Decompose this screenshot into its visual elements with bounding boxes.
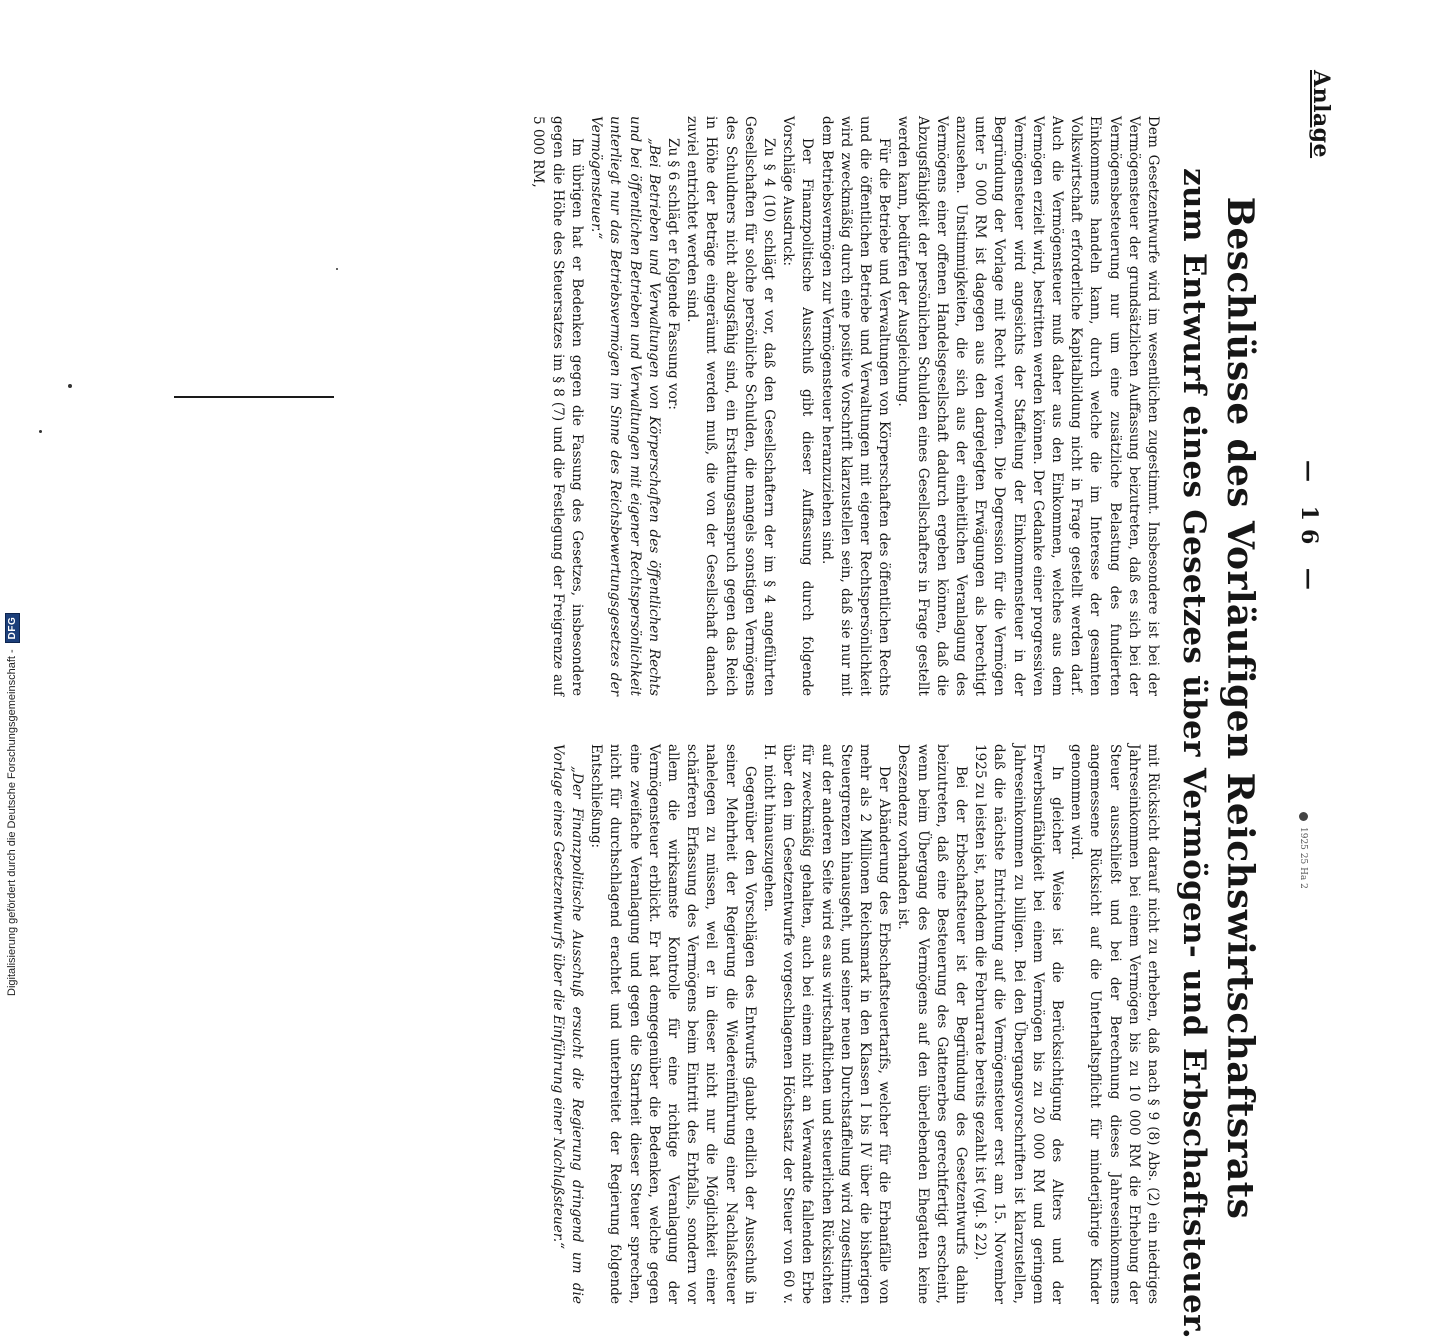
print-mark-text: 1925 25 Ha 2	[1298, 827, 1308, 889]
paragraph: Der Finanzpolitische Ausschuß gibt dieser Auffassung durch folgende Vorschläge Ausdruck:	[780, 116, 816, 696]
paragraph: Dem Gesetzentwurfe wird im wesentlichen zugestimmt. Insbesondere ist bei der Vermögensteuer der grundsätzlichen Auffassung beizutreten, daß es sich bei der Vermögensbesteuerung nur um eine zusätzliche Belastung des fundierten Einkommens handeln kann, durch welche die im Interesse der gesamten Volkswirtschaft erforderliche Kapitalbildung nicht in Frage gestellt werden darf. Auch die Vermögensteuer muß daher aus den Einkommen, welches aus dem Vermögen erzielt wird, bestritten werden können. Der Gedanke einer progressiven Vermögensteuer wird angesichts der Staffelung der Einkommensteuer in der Begründung der Vorlage mit Recht verworfen. Die Degression für die Vermögen unter 5 000 RM ist dagegen aus den dargelegten Erwägungen als berechtigt anzusehen. Unstimmigkeiten, die sich aus der einheitlichen Veranlagung des Vermögens einer offenen Handelsgesellschaft dadurch ergeben können, daß die Abzugsfähigkeit der persönlichen Schulden eines Gesellschafters in Frage gestellt werden kann, bedürfen der Ausgleichung.	[895, 116, 1161, 696]
digitization-note	[0, 0, 24, 1000]
paragraph: Zu § 6 schlägt er folgende Fassung vor:	[664, 138, 681, 410]
right-text-column	[548, 744, 1163, 1304]
annex-label: Anlage	[1308, 70, 1334, 159]
paragraph: Zu § 4 (10) schlägt er vor, daß den Gesellschaftern der im § 4 angeführten Gesellschaften für solche persönliche Schulden, die mangels sonstigen Vermögens des Schuldners nicht abzugsfähig sind, ein Erstattungsanspruch gegen das Reich in Höhe der Beträge eingeräumt werden muß, die von der Gesellschaft danach zuviel entrichtet werden sind.	[684, 116, 777, 696]
dfg-logo: DFG	[5, 613, 20, 644]
document-title: Beschlüsse des Vorläufigen Reichswirtschaftsrats	[1219, 196, 1261, 1220]
paragraph: Gegenüber den Vorschlägen des Entwurfs glaubt endlich der Ausschuß in seiner Mehrheit der Regierung die Wiedereinführung einer Nachlaßsteuer nahelegen zu müssen, weil er in dieser nicht nur die Möglichkeit einer schärferen Erfassung des Vermögens beim Eintritt des Erbfalls, sondern vor allem die wirksamste Kontrolle für eine richtige Veranlagung der Vermögensteuer erblickt. Er hat demgegenüber die Bedenken, welche gegen eine zweifache Veranlagung und gegen die Starrheit dieser Steuer sprechen, nicht für durchschlagend erachtet und unterbreitet der Regierung folgende Entschließung:	[588, 744, 758, 1304]
paragraph: Für die Betriebe und Verwaltungen von Körperschaften des öffentlichen Rechts und die öffentlichen Betriebe und Verwaltungen mit eigener Rechtspersönlichkeit wird zweckmäßig durch eine positive Vorschrift klarzustellen sein, daß sie nur mit dem Betriebsvermögen zur Vermögensteuer heranzuziehen sind.	[818, 116, 893, 696]
paragraph: Der Abänderung des Erbschaftsteuertarifs, welcher für die Erbanfälle von mehr als 2 Millionen Reichsmark in den Klassen I bis IV über die bisherigen Steuergrenzen hinausgeht, und seiner neuen Durchstaffelung wird zugestimmt; auf der anderen Seite wird es aus wirtschaftlichen und steuerlichen Rücksichten für zweckmäßig gehalten, auch bei einem nicht an Verwandte fallenden Erbe über den im Gesetzentwurfe vorgeschlagenen Höchstsatz der Steuer von 60 v. H. nicht hinauszugehen.	[760, 744, 893, 1304]
scan-speck	[336, 268, 338, 270]
page-number: — 16 —	[1296, 460, 1322, 598]
paragraph: In gleicher Weise ist die Berücksichtigung des Alters und der Erwerbsunfähigkeit bei einem Vermögen bis zu 20 000 RM und geringem Jahreseinkommen zu billigen. Bei den Übergangsvorschriften ist klarzustellen, daß die nächste Entrichtung auf die Vermögensteuer erst am 15. November 1925 zu leisten ist, nachdem die Februarrate bereits gezahlt ist (vgl. § 22).	[972, 744, 1065, 1304]
quoted-paragraph: „Bei Betrieben und Verwaltungen von Körperschaften des öffentlichen Rechts und bei öffentlichen Betrieben und Verwaltungen mit eigener Rechtspersönlichkeit unterliegt nur das Betriebsvermögen im Sinne des Reichsbewertungsgesetzes der Vermögensteuer.“	[588, 116, 662, 696]
scan-speck	[68, 384, 72, 388]
quoted-paragraph: „Der Finanzpolitische Ausschuß ersucht die Regierung dringend um die Vorlage eines Gesetzentwurfs über die Einführung einer Nachlaßsteuer.“	[549, 744, 585, 1304]
print-mark	[1298, 812, 1308, 889]
document-subtitle: zum Entwurf eines Gesetzes über Vermögen- und Erbschaftsteuer.	[1176, 168, 1212, 1339]
paragraph: Bei der Erbschaftsteuer ist der Begründung des Gesetzentwurfs dahin beizutreten, daß eine Besteuerung des Gattenerbes gerechtfertigt erscheint, wenn beim Übergang des Vermögens auf den überlebenden Ehegatten keine Deszendenz vorhanden ist.	[895, 744, 969, 1304]
paragraph: Im übrigen hat er Bedenken gegen die Fassung des Gesetzes, insbesondere gegen die Höhe des Steuersatzes im § 8 (7) und die Festlegung der Freigrenze auf 5 000 RM,	[530, 116, 585, 696]
scan-speck	[39, 430, 42, 433]
print-mark-circle-icon	[1299, 812, 1308, 821]
left-text-column	[528, 116, 1162, 696]
digitization-note-text: Digitalisierung gefördert durch die Deutsche Forschungsgemeinschaft -	[6, 649, 18, 996]
end-rule	[174, 396, 334, 398]
paragraph: mit Rücksicht darauf nicht zu erheben, daß nach § 9 (8) Abs. (2) ein niedriges Jahreseinkommen bei einem Vermögen bis zu 10 000 RM die Erhebung der Steuer ausschließt und bei der Berechnung dieses Jahreseinkommens angemessene Rücksicht auf die Unterhaltspflicht für minderjährige Kinder genommen wird.	[1068, 744, 1161, 1304]
